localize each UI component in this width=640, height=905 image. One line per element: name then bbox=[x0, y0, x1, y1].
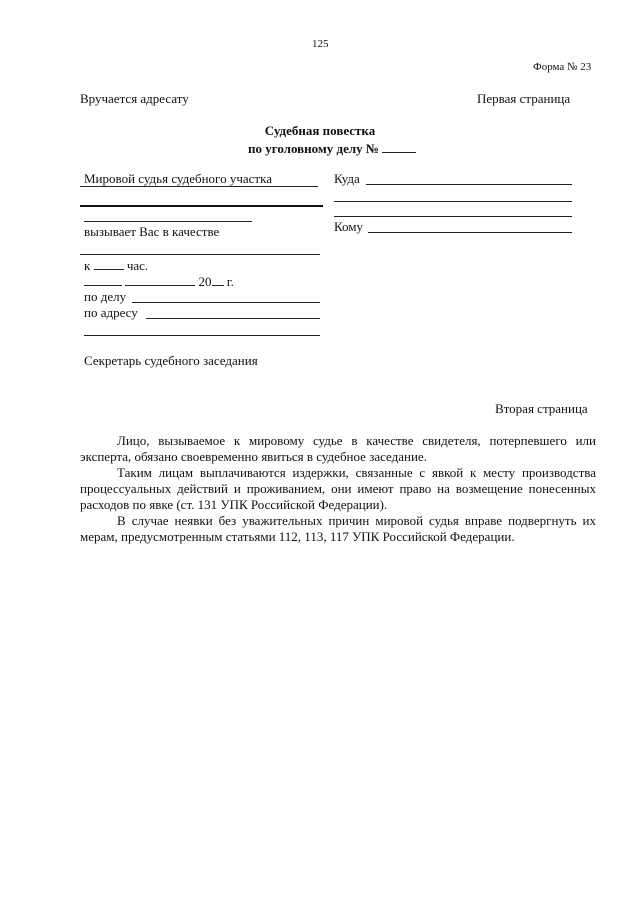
court-field-line[interactable] bbox=[84, 221, 252, 222]
whom-label: Кому bbox=[334, 219, 364, 234]
address-field-line[interactable] bbox=[146, 318, 320, 319]
date-row bbox=[84, 273, 234, 290]
month-field[interactable] bbox=[125, 273, 195, 286]
year-suffix: г. bbox=[226, 274, 234, 289]
year-prefix: 20 bbox=[198, 274, 212, 289]
hour-field[interactable] bbox=[94, 257, 124, 270]
judge-underline bbox=[80, 186, 318, 187]
year-field[interactable] bbox=[212, 273, 224, 286]
case-label: по делу bbox=[84, 289, 127, 304]
where-field-line-2[interactable] bbox=[334, 201, 572, 202]
hour-label: час. bbox=[126, 258, 149, 273]
where-label: Куда bbox=[334, 171, 360, 186]
day-field[interactable] bbox=[84, 273, 122, 286]
page-number: 125 bbox=[312, 38, 329, 50]
case-field-line[interactable] bbox=[132, 302, 320, 303]
judge-field-line[interactable] bbox=[80, 205, 323, 207]
paragraph-expenses: Таким лицам выплачиваются издержки, связанные с явкой к месту производства процессуальных действий и проживанием, они имеют право на возмещение понесенных расходов по явке (ст. 131 УПК Российской Федерации). bbox=[80, 465, 596, 512]
where-field-line-3[interactable] bbox=[334, 216, 572, 217]
time-prefix: к bbox=[84, 258, 91, 273]
paragraph-witness-duty: Лицо, вызываемое к мировому судье в качестве свидетеля, потерпевшего или эксперта, обязано своевременно явиться в судебное заседание. bbox=[80, 433, 596, 464]
capacity-field-line[interactable] bbox=[80, 254, 320, 255]
case-number-field[interactable] bbox=[382, 140, 416, 153]
address-label: по адресу bbox=[84, 305, 138, 320]
first-page-label: Первая страница bbox=[477, 91, 571, 106]
whom-field-line[interactable] bbox=[368, 232, 572, 233]
second-page-label: Вторая страница bbox=[495, 401, 588, 416]
paragraph-nonappearance: В случае неявки без уважительных причин мировой судья вправе подвергнуть их мерам, предусмотренным статьями 112, 113, 117 УПК Российской Федерации. bbox=[80, 513, 596, 544]
secretary-label: Секретарь судебного заседания bbox=[84, 353, 258, 368]
summons-as-label: вызывает Вас в качестве bbox=[84, 224, 220, 239]
time-row bbox=[84, 257, 148, 274]
judge-label: Мировой судья судебного участка bbox=[84, 171, 272, 186]
form-label: Форма № 23 bbox=[533, 61, 592, 73]
where-field-line[interactable] bbox=[366, 184, 572, 185]
address-field-line-2[interactable] bbox=[84, 335, 320, 336]
delivered-to-label: Вручается адресату bbox=[80, 91, 189, 106]
document-title: Судебная повестка bbox=[264, 123, 376, 138]
case-number-label: по уголовному делу № bbox=[248, 141, 379, 156]
document-subtitle bbox=[248, 140, 416, 157]
